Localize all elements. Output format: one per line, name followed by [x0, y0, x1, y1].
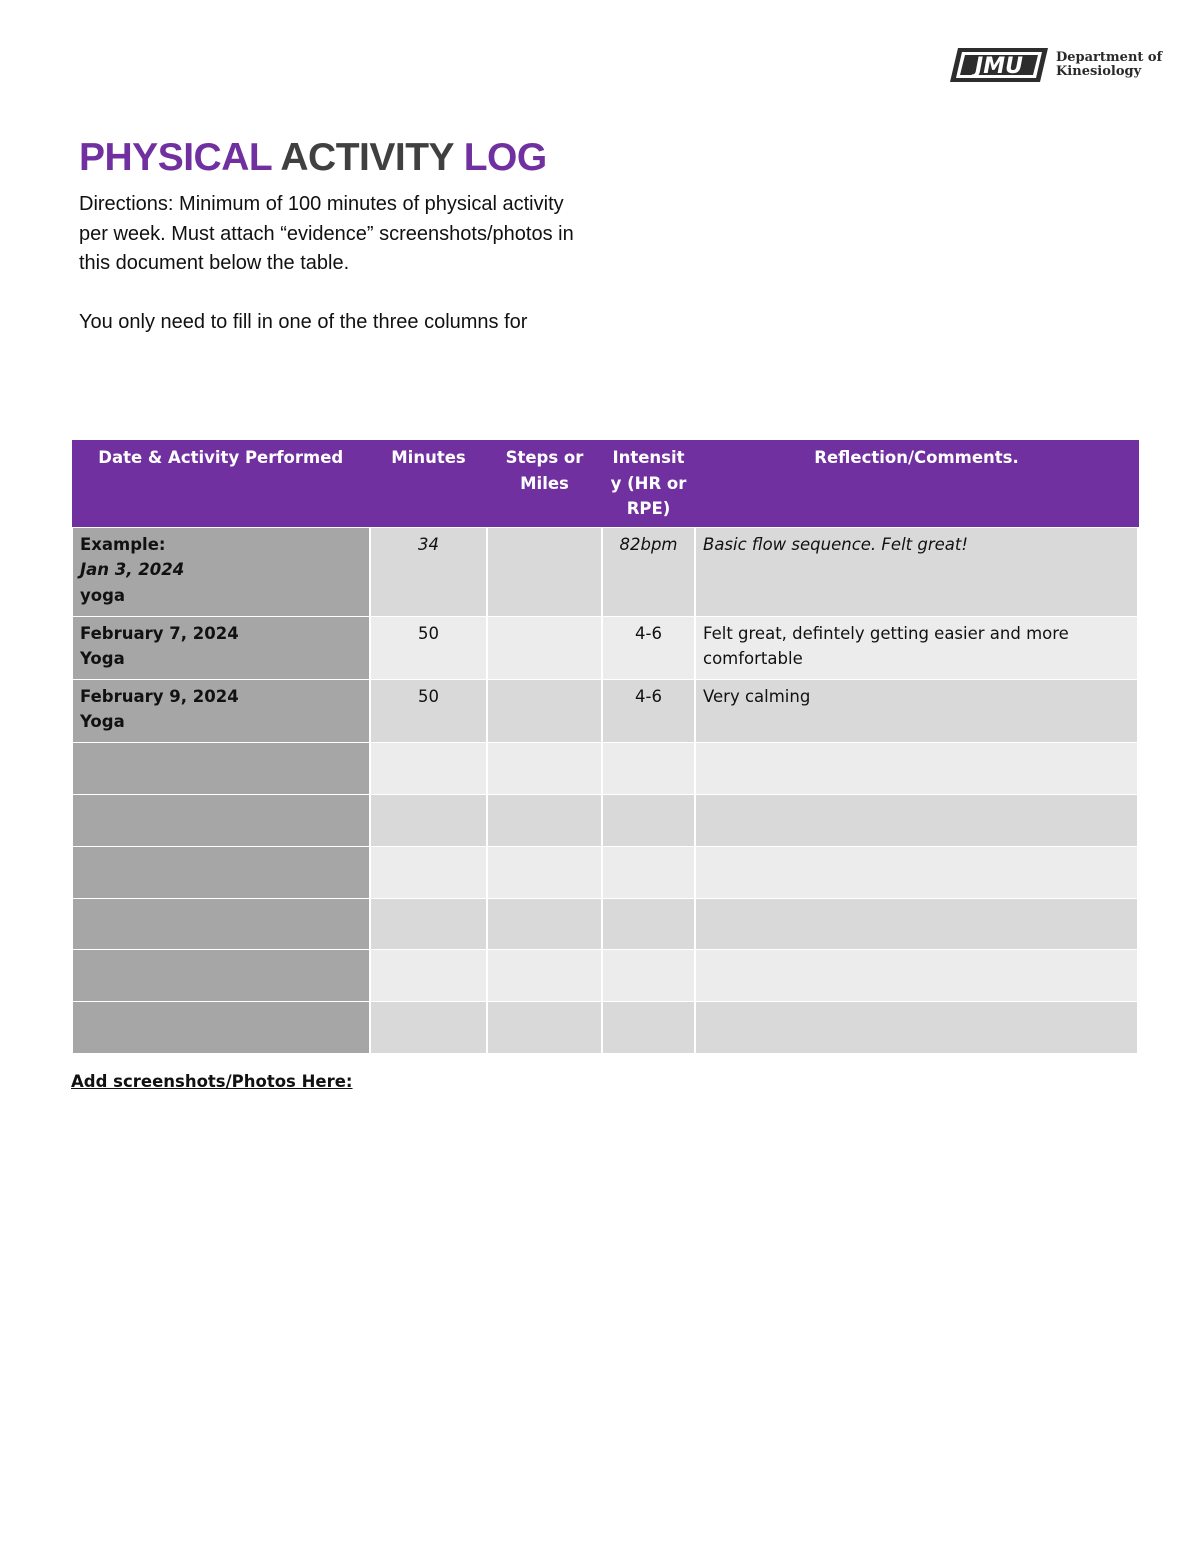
entry-date: February 9, 2024 [80, 686, 239, 706]
minutes-cell[interactable]: 50 [370, 616, 487, 679]
reflection-cell[interactable] [695, 742, 1138, 794]
intensity-cell[interactable] [602, 742, 695, 794]
header-date-activity: Date & Activity Performed [72, 440, 370, 527]
directions-paragraph-2: You only need to fill in one of the three columns for [79, 311, 528, 333]
reflection-cell[interactable] [695, 949, 1138, 1001]
reflection-cell[interactable] [695, 846, 1138, 898]
example-intensity-cell[interactable]: 82bpm [602, 527, 695, 616]
table-header-row [72, 440, 1138, 527]
jmu-logo-text: JMU [975, 54, 1023, 79]
minutes-cell[interactable] [370, 742, 487, 794]
reflection-cell[interactable] [695, 898, 1138, 949]
table-row-example [72, 527, 1138, 616]
date-activity-cell[interactable] [72, 616, 370, 679]
steps-cell[interactable] [487, 794, 602, 846]
reflection-cell[interactable] [695, 1001, 1138, 1053]
minutes-cell[interactable] [370, 949, 487, 1001]
example-steps-cell[interactable] [487, 527, 602, 616]
date-activity-cell[interactable] [72, 742, 370, 794]
steps-cell[interactable] [487, 1001, 602, 1053]
entry-activity: Yoga [80, 649, 125, 668]
minutes-cell[interactable] [370, 1001, 487, 1053]
header-reflection: Reflection/Comments. [695, 440, 1138, 527]
intensity-cell[interactable]: 4-6 [602, 616, 695, 679]
table-row-empty [72, 846, 1138, 898]
date-activity-cell[interactable] [72, 898, 370, 949]
directions-text [79, 190, 579, 375]
minutes-cell[interactable]: 50 [370, 679, 487, 742]
table-row-empty [72, 1001, 1138, 1053]
minutes-cell[interactable] [370, 898, 487, 949]
intensity-cell[interactable] [602, 949, 695, 1001]
title-word-activity: ACTIVITY [280, 136, 454, 179]
table-row-empty [72, 949, 1138, 1001]
minutes-cell[interactable] [370, 794, 487, 846]
activity-log-table [71, 440, 1139, 1054]
add-screenshots-label: Add screenshots/Photos Here: [71, 1072, 353, 1091]
logo-department [1056, 51, 1162, 79]
intensity-cell[interactable] [602, 846, 695, 898]
logo-department-line1: Department of [1056, 50, 1163, 65]
date-activity-cell[interactable] [72, 949, 370, 1001]
steps-cell[interactable] [487, 846, 602, 898]
steps-cell[interactable] [487, 742, 602, 794]
steps-cell[interactable] [487, 616, 602, 679]
page-title [79, 132, 547, 184]
title-word-physical: PHYSICAL [79, 136, 272, 179]
intensity-cell[interactable] [602, 1001, 695, 1053]
title-word-log: LOG [463, 136, 547, 179]
intensity-cell[interactable] [602, 898, 695, 949]
example-reflection-cell[interactable]: Basic flow sequence. Felt great! [695, 527, 1138, 616]
table-row-empty [72, 742, 1138, 794]
steps-cell[interactable] [487, 679, 602, 742]
entry-date: February 7, 2024 [80, 623, 239, 643]
table-row-empty [72, 794, 1138, 846]
header-steps-miles: Steps or Miles [487, 440, 602, 527]
example-date-activity-cell[interactable] [72, 527, 370, 616]
directions-paragraph-1: Directions: Minimum of 100 minutes of physical activity per week. Must attach “evidence” screenshots/photos in this document below the table. [79, 193, 574, 274]
steps-cell[interactable] [487, 898, 602, 949]
example-activity: yoga [80, 585, 126, 605]
date-activity-cell[interactable] [72, 679, 370, 742]
jmu-logo-mark [950, 46, 1048, 84]
reflection-cell[interactable]: Felt great, defintely getting easier and more comfortable [695, 616, 1138, 679]
header-minutes: Minutes [370, 440, 487, 527]
table-row-empty [72, 898, 1138, 949]
header-intensity: Intensit y (HR or RPE) [602, 440, 695, 527]
steps-cell[interactable] [487, 949, 602, 1001]
date-activity-cell[interactable] [72, 794, 370, 846]
reflection-cell[interactable]: Very calming [695, 679, 1138, 742]
table-row [72, 679, 1138, 742]
logo-department-line2: Kinesiology [1056, 64, 1142, 79]
date-activity-cell[interactable] [72, 846, 370, 898]
reflection-cell[interactable] [695, 794, 1138, 846]
intensity-cell[interactable] [602, 794, 695, 846]
minutes-cell[interactable] [370, 846, 487, 898]
jmu-logo [950, 46, 1162, 84]
example-minutes-cell[interactable]: 34 [370, 527, 487, 616]
date-activity-cell[interactable] [72, 1001, 370, 1053]
example-label: Example: [80, 534, 166, 554]
example-date: Jan 3, 2024 [80, 560, 185, 579]
intensity-cell[interactable]: 4-6 [602, 679, 695, 742]
table-row [72, 616, 1138, 679]
entry-activity: Yoga [80, 712, 125, 731]
